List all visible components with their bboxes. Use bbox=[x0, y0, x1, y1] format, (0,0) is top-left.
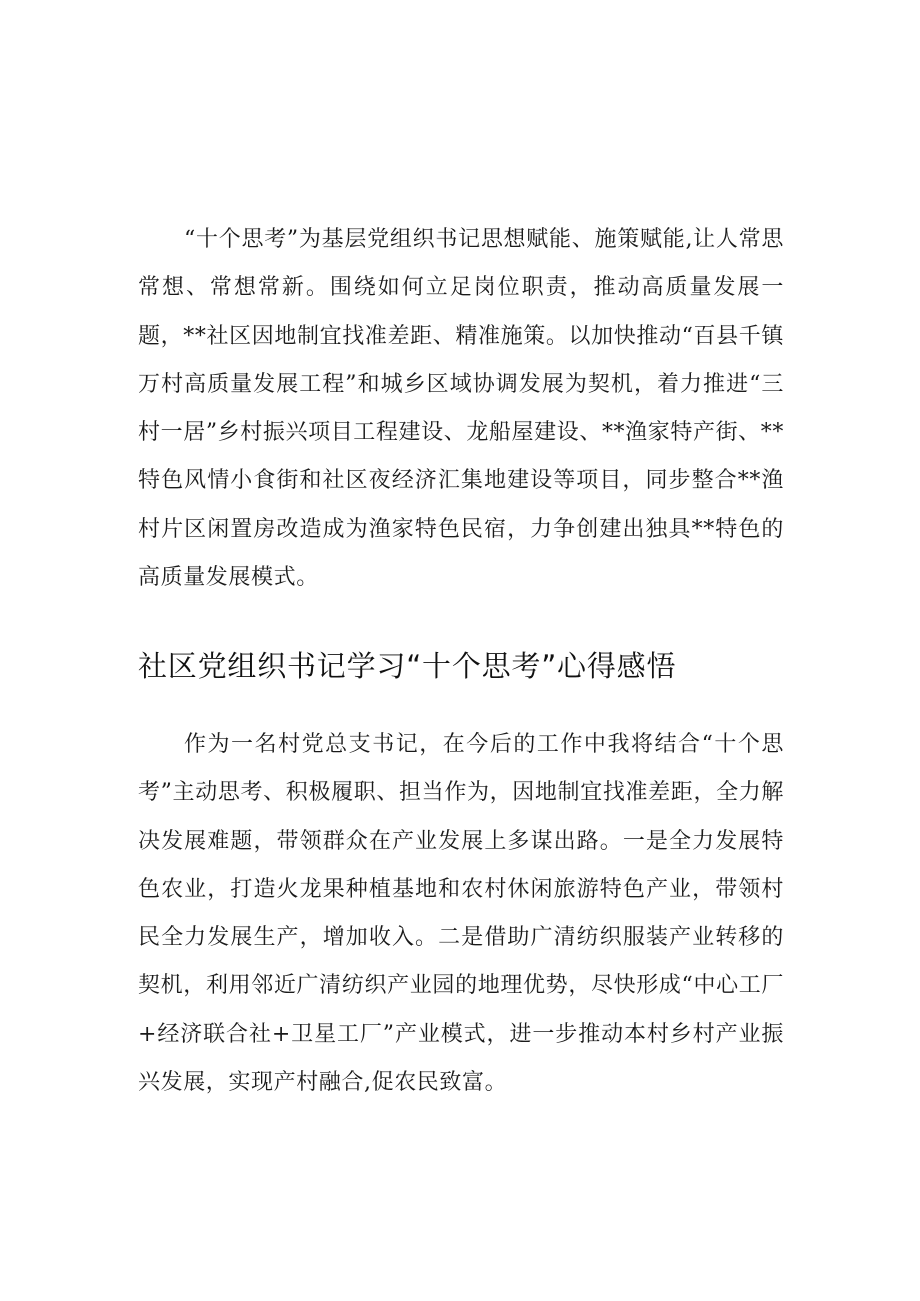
section-heading: 社区党组织书记学习“十个思考”心得感悟 bbox=[138, 649, 677, 683]
body-paragraph-1: “十个思考”为基层党组织书记思想赋能、施策赋能,让人常思常想、常想常新。围绕如何立足岗位职责，推动高质量发展一题，**社区因地制宜找准差距、精准施策。以加快推动“百县千镇万村高质量发展工程”和城乡区域协调发展为契机，着力推进“三村一居”乡村振兴项目工程建设、龙船屋建设、**渔家特产街、**特色风情小食街和社区夜经济汇集地建设等项目，同步整合**渔村片区闲置房改造成为渔家特色民宿，力争创建出独具**特色的高质量发展模式。 bbox=[138, 227, 784, 591]
body-paragraph-2: 作为一名村党总支书记，在今后的工作中我将结合“十个思考”主动思考、积极履职、担当作为，因地制宜找准差距，全力解决发展难题，带领群众在产业发展上多谋出路。一是全力发展特色农业，打造火龙果种植基地和农村休闲旅游特色产业，带领村民全力发展生产，增加收入。二是借助广清纺织服装产业转移的契机，利用邻近广清纺织产业园的地理优势，尽快形成“中心工厂+经济联合社+卫星工厂”产业模式，进一步推动本村乡村产业振兴发展，实现产村融合,促农民致富。 bbox=[138, 732, 784, 1096]
